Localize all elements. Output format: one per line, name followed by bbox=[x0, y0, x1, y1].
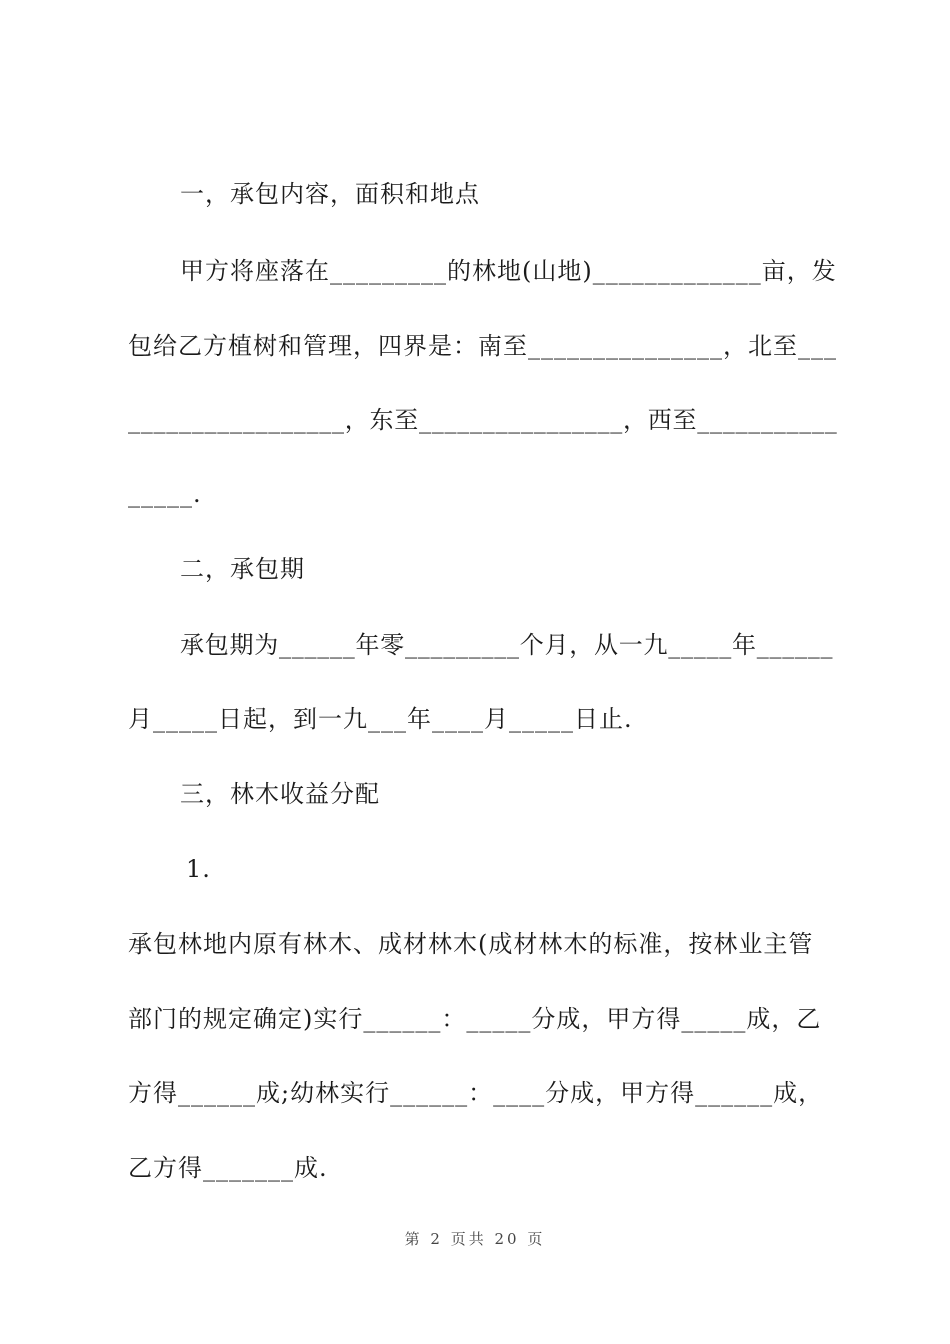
section-2-paragraph-line: 承包期为______年零_________个月，从一九_____年______ bbox=[180, 631, 834, 659]
section-3-heading: 三，林木收益分配 bbox=[180, 780, 380, 808]
section-1-paragraph-line: 甲方将座落在_________的林地(山地)_____________亩，发 bbox=[180, 257, 837, 285]
section-3-paragraph-line: 方得______成;幼林实行______：____分成，甲方得______成， bbox=[128, 1079, 824, 1107]
section-3-item-number: 1. bbox=[186, 855, 211, 883]
section-1-paragraph-line: _________________，东至________________，西至___________ bbox=[128, 406, 838, 434]
section-1-paragraph-line: _____. bbox=[128, 480, 202, 508]
page-number-footer: 第 2 页共 20 页 bbox=[404, 1230, 546, 1248]
section-1-heading: 一，承包内容，面积和地点 bbox=[180, 180, 480, 208]
section-2-heading: 二，承包期 bbox=[180, 555, 305, 583]
section-3-paragraph-line: 承包林地内原有林木、成材林木(成材林木的标准，按林业主管 bbox=[128, 930, 814, 958]
section-3-paragraph-line: 乙方得_______成. bbox=[128, 1154, 328, 1182]
section-2-paragraph-line: 月_____日起，到一九___年____月_____日止. bbox=[128, 705, 633, 733]
section-1-paragraph-line: 包给乙方植树和管理，四界是：南至_______________，北至___ bbox=[128, 332, 837, 360]
section-3-paragraph-line: 部门的规定确定)实行______：_____分成，甲方得_____成，乙 bbox=[128, 1005, 822, 1033]
